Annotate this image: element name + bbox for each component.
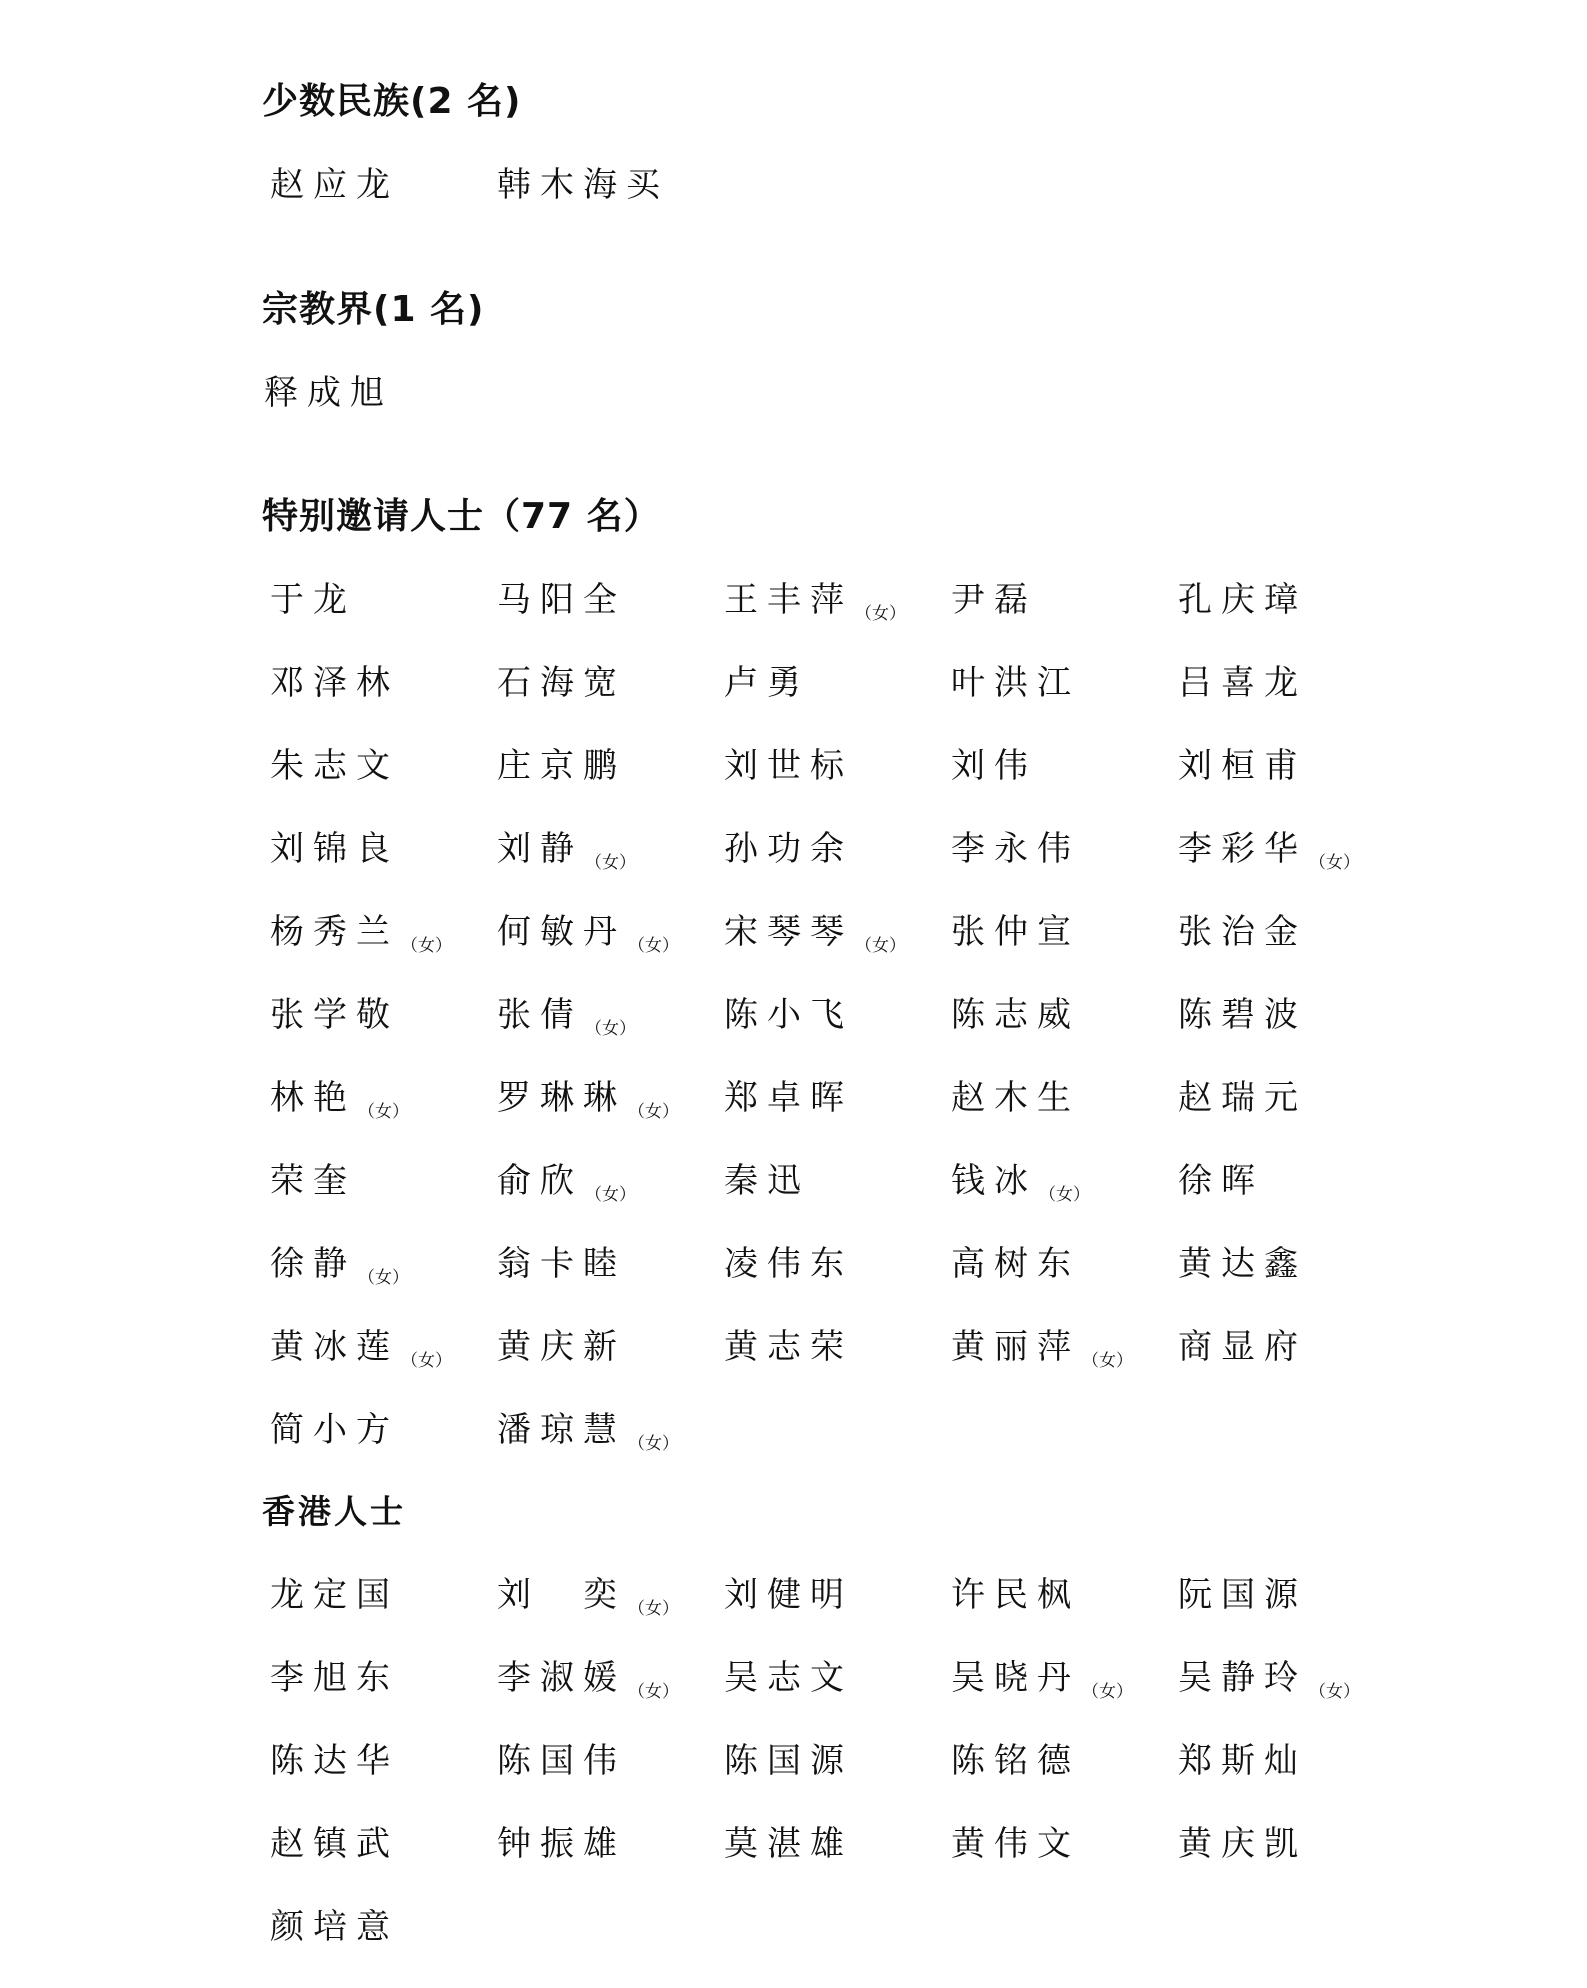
member-entry bbox=[270, 1573, 497, 1656]
member-name: 张治金 bbox=[1178, 912, 1307, 952]
member-name: 凌伟东 bbox=[724, 1244, 853, 1284]
member-name: 刘世标 bbox=[724, 746, 853, 786]
member-entry bbox=[270, 1159, 497, 1242]
member-name: 黄伟文 bbox=[951, 1824, 1080, 1864]
member-entry bbox=[724, 1656, 951, 1739]
female-marker: （女） bbox=[585, 853, 636, 873]
member-entry bbox=[270, 1408, 497, 1491]
member-entry bbox=[951, 1159, 1178, 1242]
member-entry bbox=[497, 993, 724, 1076]
member-name: 徐晖 bbox=[1178, 1161, 1264, 1201]
member-name: 王丰萍 bbox=[724, 580, 853, 620]
female-marker: （女） bbox=[628, 1102, 679, 1122]
member-name: 阮国源 bbox=[1178, 1575, 1307, 1615]
member-entry bbox=[724, 1076, 951, 1159]
member-entry bbox=[951, 1656, 1178, 1739]
member-name: 颜培意 bbox=[270, 1907, 399, 1947]
member-name: 陈达华 bbox=[270, 1741, 399, 1781]
member-name: 吕喜龙 bbox=[1178, 663, 1307, 703]
member-entry bbox=[724, 827, 951, 910]
female-marker: （女） bbox=[628, 1599, 679, 1619]
member-entry bbox=[1178, 827, 1405, 910]
name-list bbox=[270, 1573, 1405, 1988]
member-name: 庄京鹏 bbox=[497, 746, 626, 786]
member-entry bbox=[1178, 1739, 1405, 1822]
member-name: 黄冰莲 bbox=[270, 1327, 399, 1367]
member-name: 宋琴琴 bbox=[724, 912, 853, 952]
member-entry bbox=[951, 744, 1178, 827]
female-marker: （女） bbox=[585, 1019, 636, 1039]
member-entry bbox=[951, 1076, 1178, 1159]
member-name: 陈铭德 bbox=[951, 1741, 1080, 1781]
member-entry bbox=[270, 993, 497, 1076]
member-entry bbox=[270, 744, 497, 827]
member-name: 李旭东 bbox=[270, 1658, 399, 1698]
member-name: 刘静 bbox=[497, 829, 583, 869]
member-entry bbox=[270, 827, 497, 910]
female-marker: （女） bbox=[855, 604, 906, 624]
section-religious-circles bbox=[262, 288, 1399, 454]
member-name: 陈国源 bbox=[724, 1741, 853, 1781]
member-name: 何敏丹 bbox=[497, 912, 626, 952]
member-name: 郑斯灿 bbox=[1178, 1741, 1307, 1781]
member-entry bbox=[497, 910, 724, 993]
member-name: 简小方 bbox=[270, 1410, 399, 1450]
member-name: 潘琼慧 bbox=[497, 1410, 626, 1450]
member-name: 朱志文 bbox=[270, 746, 399, 786]
member-entry bbox=[951, 1242, 1178, 1325]
member-name: 韩木海买 bbox=[497, 165, 669, 205]
member-name: 秦迅 bbox=[724, 1161, 810, 1201]
member-entry bbox=[497, 1822, 724, 1905]
member-name: 龙定国 bbox=[270, 1575, 399, 1615]
member-name: 吴静玲 bbox=[1178, 1658, 1307, 1698]
member-entry bbox=[270, 910, 497, 993]
member-name: 陈碧波 bbox=[1178, 995, 1307, 1035]
member-name: 张倩 bbox=[497, 995, 583, 1035]
member-entry bbox=[1178, 578, 1405, 661]
female-marker: （女） bbox=[358, 1102, 409, 1122]
member-entry bbox=[270, 1739, 497, 1822]
member-entry bbox=[1178, 1656, 1405, 1739]
member-name: 郑卓晖 bbox=[724, 1078, 853, 1118]
member-entry bbox=[270, 1656, 497, 1739]
member-entry bbox=[951, 1573, 1178, 1656]
member-name: 吴晓丹 bbox=[951, 1658, 1080, 1698]
section-title: 香港人士 bbox=[262, 1492, 406, 1531]
member-name: 李永伟 bbox=[951, 829, 1080, 869]
member-name: 尹磊 bbox=[951, 580, 1037, 620]
member-name: 陈志威 bbox=[951, 995, 1080, 1035]
female-marker: （女） bbox=[358, 1268, 409, 1288]
member-entry bbox=[951, 578, 1178, 661]
member-entry bbox=[951, 661, 1178, 744]
member-entry bbox=[497, 661, 724, 744]
member-entry bbox=[1178, 993, 1405, 1076]
female-marker: （女） bbox=[628, 936, 679, 956]
member-name: 翁卡睦 bbox=[497, 1244, 626, 1284]
female-marker: （女） bbox=[628, 1434, 679, 1454]
name-list bbox=[270, 163, 1405, 246]
member-name: 钱冰 bbox=[951, 1161, 1037, 1201]
member-entry bbox=[724, 1739, 951, 1822]
member-name: 杨秀兰 bbox=[270, 912, 399, 952]
member-name: 罗琳琳 bbox=[497, 1078, 626, 1118]
member-entry bbox=[270, 1325, 497, 1408]
member-name: 黄庆新 bbox=[497, 1327, 626, 1367]
member-name: 黄达鑫 bbox=[1178, 1244, 1307, 1284]
member-entry bbox=[497, 1159, 724, 1242]
member-name: 孙功余 bbox=[724, 829, 853, 869]
female-marker: （女） bbox=[1039, 1185, 1090, 1205]
female-marker: （女） bbox=[1309, 853, 1360, 873]
section-title: 宗教界(1 名) bbox=[262, 289, 485, 330]
member-entry bbox=[270, 578, 497, 661]
member-name: 黄丽萍 bbox=[951, 1327, 1080, 1367]
female-marker: （女） bbox=[628, 1682, 679, 1702]
member-entry bbox=[724, 578, 951, 661]
member-name: 俞欣 bbox=[497, 1161, 583, 1201]
member-name: 刘桓甫 bbox=[1178, 746, 1307, 786]
member-entry bbox=[951, 993, 1178, 1076]
member-name: 黄庆凯 bbox=[1178, 1824, 1307, 1864]
member-name: 刘锦良 bbox=[270, 829, 399, 869]
member-name: 叶洪江 bbox=[951, 663, 1080, 703]
member-entry bbox=[724, 1242, 951, 1325]
member-entry bbox=[1178, 1159, 1405, 1242]
female-marker: （女） bbox=[855, 936, 906, 956]
member-entry bbox=[1178, 1822, 1405, 1905]
member-entry bbox=[1178, 661, 1405, 744]
female-marker: （女） bbox=[1082, 1351, 1133, 1371]
member-entry bbox=[1178, 744, 1405, 827]
female-marker: （女） bbox=[1309, 1682, 1360, 1702]
member-entry bbox=[497, 1325, 724, 1408]
member-name: 莫湛雄 bbox=[724, 1824, 853, 1864]
member-name: 刘 奕 bbox=[497, 1575, 626, 1615]
member-name: 陈国伟 bbox=[497, 1741, 626, 1781]
member-name: 黄志荣 bbox=[724, 1327, 853, 1367]
member-name: 孔庆璋 bbox=[1178, 580, 1307, 620]
member-entry bbox=[497, 1408, 724, 1491]
member-entry bbox=[270, 1242, 497, 1325]
member-name: 张学敬 bbox=[270, 995, 399, 1035]
member-entry bbox=[724, 1325, 951, 1408]
member-entry bbox=[497, 1076, 724, 1159]
member-entry bbox=[497, 827, 724, 910]
member-entry bbox=[270, 1822, 497, 1905]
member-name: 李淑媛 bbox=[497, 1658, 626, 1698]
member-entry bbox=[1178, 910, 1405, 993]
member-entry bbox=[724, 1822, 951, 1905]
member-name: 赵木生 bbox=[951, 1078, 1080, 1118]
member-entry bbox=[724, 744, 951, 827]
member-name: 陈小飞 bbox=[724, 995, 853, 1035]
member-entry bbox=[497, 1242, 724, 1325]
member-name: 邓泽林 bbox=[270, 663, 399, 703]
member-name: 卢勇 bbox=[724, 663, 810, 703]
section-title: 特别邀请人士（77 名） bbox=[262, 496, 661, 537]
female-marker: （女） bbox=[401, 936, 452, 956]
member-name: 于龙 bbox=[270, 580, 356, 620]
member-entry bbox=[724, 910, 951, 993]
name-list bbox=[264, 371, 1399, 454]
member-name: 高树东 bbox=[951, 1244, 1080, 1284]
member-name: 赵镇武 bbox=[270, 1824, 399, 1864]
female-marker: （女） bbox=[585, 1185, 636, 1205]
member-name: 马阳全 bbox=[497, 580, 626, 620]
member-entry bbox=[951, 910, 1178, 993]
member-entry bbox=[1178, 1242, 1405, 1325]
member-name: 刘健明 bbox=[724, 1575, 853, 1615]
member-entry bbox=[951, 827, 1178, 910]
member-entry bbox=[497, 1739, 724, 1822]
member-name: 徐静 bbox=[270, 1244, 356, 1284]
member-entry bbox=[270, 163, 497, 246]
member-name: 吴志文 bbox=[724, 1658, 853, 1698]
member-entry bbox=[497, 1573, 724, 1656]
member-entry bbox=[497, 744, 724, 827]
member-entry bbox=[270, 661, 497, 744]
member-entry bbox=[724, 1159, 951, 1242]
member-name: 刘伟 bbox=[951, 746, 1037, 786]
member-entry bbox=[264, 371, 491, 454]
member-name: 释成旭 bbox=[264, 373, 393, 413]
member-name: 商显府 bbox=[1178, 1327, 1307, 1367]
member-name: 赵瑞元 bbox=[1178, 1078, 1307, 1118]
member-name: 钟振雄 bbox=[497, 1824, 626, 1864]
member-entry bbox=[951, 1739, 1178, 1822]
member-entry bbox=[497, 578, 724, 661]
female-marker: （女） bbox=[1082, 1682, 1133, 1702]
member-entry bbox=[1178, 1573, 1405, 1656]
member-name: 赵应龙 bbox=[270, 165, 399, 205]
name-list bbox=[270, 578, 1405, 1491]
member-entry bbox=[1178, 1076, 1405, 1159]
member-entry bbox=[497, 163, 724, 246]
member-name: 荣奎 bbox=[270, 1161, 356, 1201]
member-entry bbox=[724, 661, 951, 744]
section-special-invitees bbox=[262, 495, 1405, 1491]
member-name: 张仲宣 bbox=[951, 912, 1080, 952]
female-marker: （女） bbox=[401, 1351, 452, 1371]
member-entry bbox=[497, 1656, 724, 1739]
member-name: 林艳 bbox=[270, 1078, 356, 1118]
member-name: 许民枫 bbox=[951, 1575, 1080, 1615]
member-entry bbox=[724, 993, 951, 1076]
member-name: 李彩华 bbox=[1178, 829, 1307, 869]
member-entry bbox=[951, 1325, 1178, 1408]
member-entry bbox=[724, 1573, 951, 1656]
member-entry bbox=[1178, 1325, 1405, 1408]
section-ethnic-minorities bbox=[262, 80, 1405, 246]
member-entry bbox=[951, 1822, 1178, 1905]
section-title: 少数民族(2 名) bbox=[262, 81, 522, 122]
member-entry bbox=[270, 1905, 497, 1988]
member-entry bbox=[270, 1076, 497, 1159]
section-hong-kong bbox=[262, 1490, 1405, 1988]
member-name: 石海宽 bbox=[497, 663, 626, 703]
